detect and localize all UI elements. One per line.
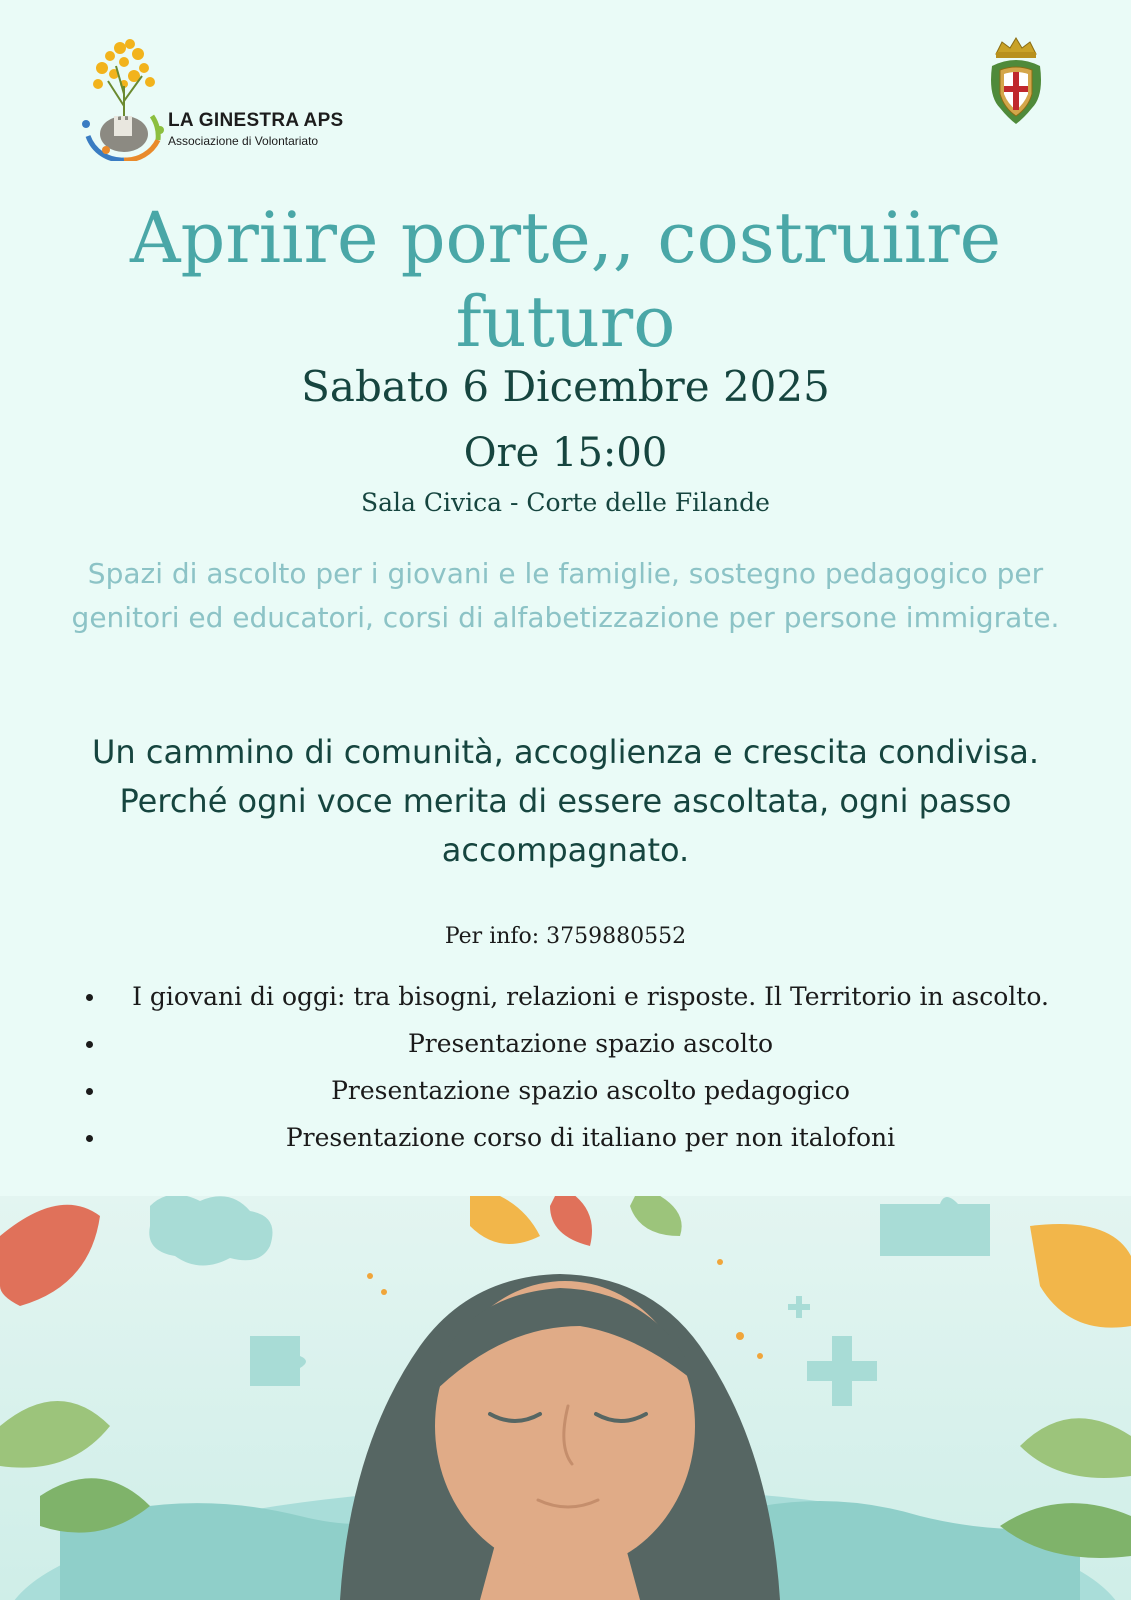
org-subtitle: Associazione di Volontariato xyxy=(168,134,319,148)
event-date: Sabato 6 Dicembre 2025 xyxy=(301,362,830,411)
org-name: LA GINESTRA APS xyxy=(168,110,344,131)
agenda-item xyxy=(0,1029,1131,1076)
event-venue: Sala Civica - Corte delle Filande xyxy=(361,488,770,517)
agenda-item-text: I giovani di oggi: tra bisogni, relazioni e risposte. Il Territorio in ascolto. xyxy=(132,982,1049,1011)
event-motto: Un cammino di comunità, accoglienza e crescita condivisa. Perché ogni voce merita di essere ascoltata, ogni passo accompagnato. xyxy=(91,733,1040,869)
agenda-item xyxy=(0,982,1131,1029)
bullet-icon xyxy=(86,1088,93,1095)
agenda-item-text: Presentazione spazio ascolto pedagogico xyxy=(331,1076,850,1105)
contact-info: Per info: 3759880552 xyxy=(444,924,687,949)
event-title: Apriire porte,, costruiire futuro xyxy=(129,197,1002,363)
wellbeing-illustration xyxy=(0,1196,1131,1600)
agenda-item xyxy=(0,1123,1131,1170)
ginestra-logo-icon xyxy=(80,36,170,161)
agenda-item-text: Presentazione spazio ascolto xyxy=(407,1029,774,1058)
bullet-icon xyxy=(86,1135,93,1142)
bullet-icon xyxy=(86,994,93,1001)
org-logo xyxy=(80,36,380,166)
agenda-item xyxy=(0,1076,1131,1123)
event-description: Spazi di ascolto per i giovani e le famiglie, sostegno pedagogico per genitori ed educatori, corsi di alfabetizzazione per persone immigrate. xyxy=(71,557,1060,634)
bullet-icon xyxy=(86,1041,93,1048)
agenda-list xyxy=(0,982,1131,1170)
agenda-item-text: Presentazione corso di italiano per non italofoni xyxy=(285,1123,896,1152)
municipal-crest-icon xyxy=(988,36,1044,126)
event-time: Ore 15:00 xyxy=(463,430,668,476)
